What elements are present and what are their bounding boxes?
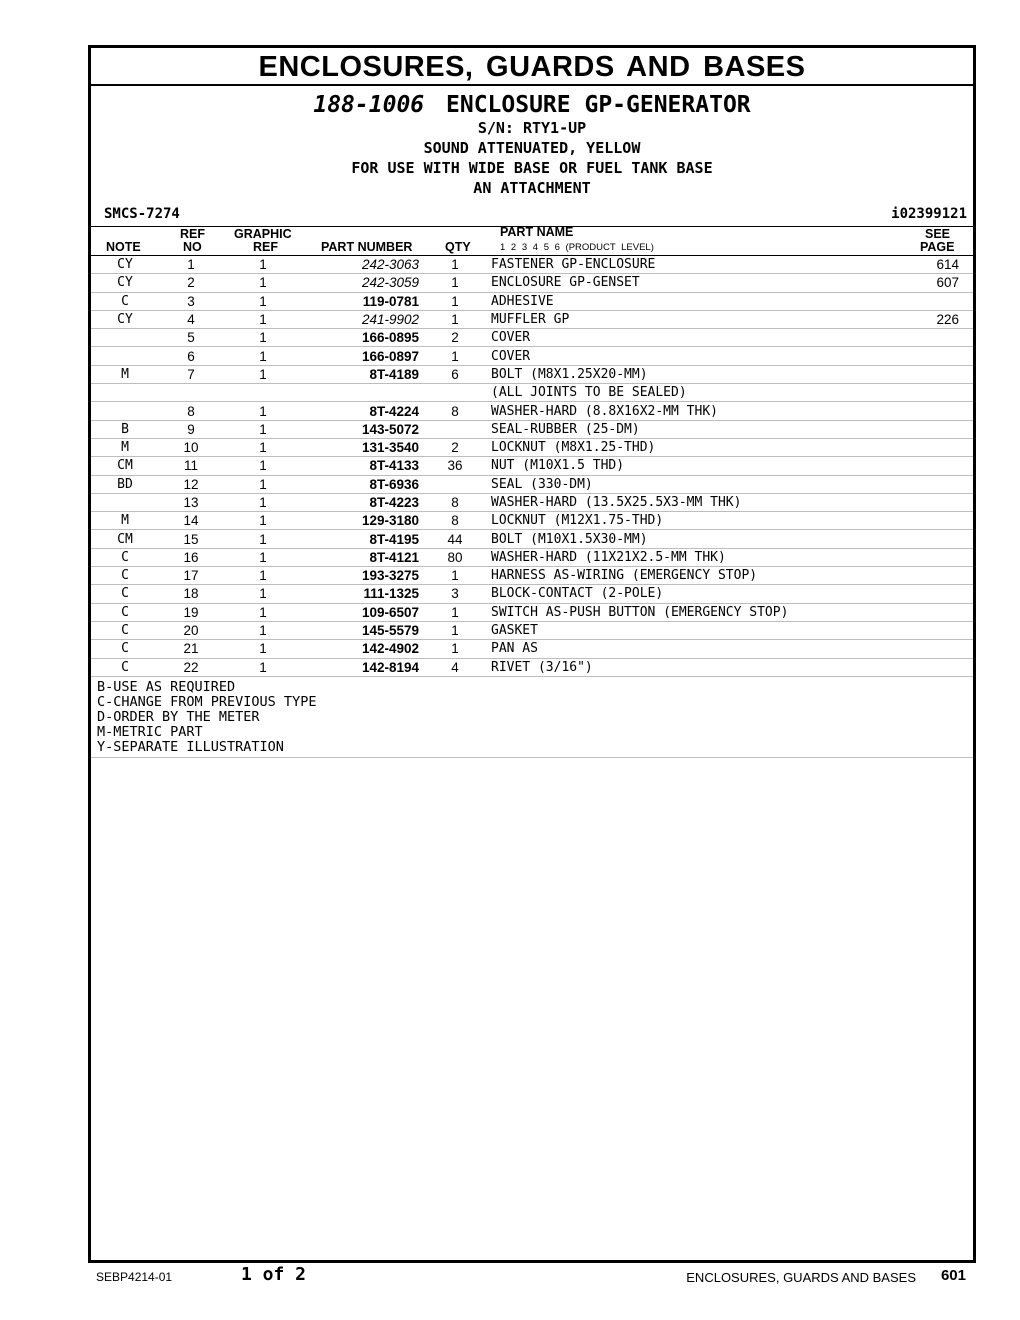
part-number-cell: 8T-4223 <box>303 493 419 511</box>
graphic-ref-cell: 1 <box>223 347 303 365</box>
see-page-cell <box>907 329 973 347</box>
legend-line: Y-SEPARATE ILLUSTRATION <box>97 738 284 755</box>
note-cell: C <box>91 292 159 310</box>
see-page-cell <box>907 347 973 365</box>
ref-no-cell: 7 <box>159 365 223 383</box>
qty-cell: 80 <box>419 548 491 566</box>
ref-no-cell: 21 <box>159 640 223 658</box>
note-cell: C <box>91 585 159 603</box>
note-cell <box>91 329 159 347</box>
graphic-ref-cell: 1 <box>223 640 303 658</box>
part-number-cell: 242-3059 <box>303 274 419 292</box>
graphic-ref-cell: 1 <box>223 567 303 585</box>
see-page-cell <box>907 457 973 475</box>
graphic-ref-cell: 1 <box>223 329 303 347</box>
part-number-cell: 193-3275 <box>303 567 419 585</box>
ref-no-cell: 17 <box>159 567 223 585</box>
ref-no-cell: 10 <box>159 438 223 456</box>
serial-number: S/N: RTY1-UP <box>477 119 587 137</box>
table-row <box>91 493 973 511</box>
part-name-cell: LOCKNUT (M12X1.75-THD) <box>491 512 907 530</box>
see-page-cell <box>907 512 973 530</box>
see-page-cell <box>907 438 973 456</box>
graphic-ref-cell: 1 <box>223 493 303 511</box>
part-number-cell: 129-3180 <box>303 512 419 530</box>
illustration-id: i02399121 <box>891 206 967 222</box>
part-name-cell: SWITCH AS-PUSH BUTTON (EMERGENCY STOP) <box>491 603 907 621</box>
table-row <box>91 640 973 658</box>
graphic-ref-cell: 1 <box>223 585 303 603</box>
part-number-cell: 142-8194 <box>303 658 419 676</box>
see-page-cell: 614 <box>907 256 973 274</box>
graphic-ref-cell: 1 <box>223 292 303 310</box>
note-cell: C <box>91 621 159 639</box>
qty-cell: 1 <box>419 274 491 292</box>
footer-page-of: 1 of 2 <box>241 1264 307 1285</box>
smcs-code: SMCS-7274 <box>104 206 180 222</box>
part-number-cell: 8T-4224 <box>303 402 419 420</box>
note-cell: M <box>91 365 159 383</box>
note-cell: CM <box>91 530 159 548</box>
part-name-cell: WASHER-HARD (11X21X2.5-MM THK) <box>491 548 907 566</box>
legend-line: C-CHANGE FROM PREVIOUS TYPE <box>97 693 317 710</box>
part-name-cell: SEAL (330-DM) <box>491 475 907 493</box>
see-page-cell: 226 <box>907 310 973 328</box>
table-row <box>91 256 973 274</box>
graphic-ref-cell: 1 <box>223 420 303 438</box>
col-note: NOTE <box>106 240 141 254</box>
table-row <box>91 567 973 585</box>
note-cell: C <box>91 603 159 621</box>
table-row <box>91 512 973 530</box>
see-page-cell <box>907 475 973 493</box>
part-name-cell: SEAL-RUBBER (25-DM) <box>491 420 907 438</box>
see-page-cell <box>907 530 973 548</box>
table-row <box>91 310 973 328</box>
part-number-cell: 242-3063 <box>303 256 419 274</box>
qty-cell <box>419 420 491 438</box>
part-name-cell: LOCKNUT (M8X1.25-THD) <box>491 438 907 456</box>
note-cell: C <box>91 640 159 658</box>
table-row <box>91 347 973 365</box>
part-name-cell: ENCLOSURE GP-GENSET <box>491 274 907 292</box>
see-page-cell <box>907 548 973 566</box>
table-row <box>91 292 973 310</box>
part-number-cell: 241-9902 <box>303 310 419 328</box>
see-page-cell <box>907 402 973 420</box>
table-row <box>91 384 973 402</box>
ref-no-cell: 11 <box>159 457 223 475</box>
table-row <box>91 438 973 456</box>
qty-cell <box>419 475 491 493</box>
qty-cell: 6 <box>419 365 491 383</box>
table-row <box>91 621 973 639</box>
see-page-cell <box>907 493 973 511</box>
qty-cell: 1 <box>419 567 491 585</box>
graphic-ref-cell: 1 <box>223 457 303 475</box>
note-cell: M <box>91 512 159 530</box>
part-name-cell: ADHESIVE <box>491 292 907 310</box>
part-name-cell: RIVET (3/16") <box>491 658 907 676</box>
part-number-cell <box>303 384 419 402</box>
smcs-row <box>91 204 973 226</box>
part-number-cell: 8T-4195 <box>303 530 419 548</box>
part-name-cell: PAN AS <box>491 640 907 658</box>
table-row <box>91 658 973 676</box>
col-qty: QTY <box>445 240 471 254</box>
part-number-cell: 145-5579 <box>303 621 419 639</box>
part-number-cell: 143-5072 <box>303 420 419 438</box>
ref-no-cell: 15 <box>159 530 223 548</box>
note-cell: CM <box>91 457 159 475</box>
note-cell: CY <box>91 256 159 274</box>
qty-cell: 2 <box>419 329 491 347</box>
qty-cell: 8 <box>419 512 491 530</box>
see-page-cell <box>907 585 973 603</box>
ref-no-cell: 20 <box>159 621 223 639</box>
col-see-bottom: PAGE <box>920 240 955 254</box>
graphic-ref-cell: 1 <box>223 603 303 621</box>
ref-no-cell: 2 <box>159 274 223 292</box>
see-page-cell <box>907 621 973 639</box>
ref-no-cell: 18 <box>159 585 223 603</box>
legend-line: D-ORDER BY THE METER <box>97 708 260 725</box>
graphic-ref-cell: 1 <box>223 365 303 383</box>
graphic-ref-cell: 1 <box>223 658 303 676</box>
part-number-cell: 131-3540 <box>303 438 419 456</box>
table-row <box>91 475 973 493</box>
table-row <box>91 603 973 621</box>
part-number-cell: 142-4902 <box>303 640 419 658</box>
part-number-cell: 8T-4121 <box>303 548 419 566</box>
part-name-cell: WASHER-HARD (8.8X16X2-MM THK) <box>491 402 907 420</box>
page-frame <box>88 45 976 1263</box>
see-page-cell <box>907 603 973 621</box>
ref-no-cell: 8 <box>159 402 223 420</box>
qty-cell: 8 <box>419 493 491 511</box>
qty-cell: 1 <box>419 621 491 639</box>
part-name-cell: COVER <box>491 329 907 347</box>
qty-cell: 1 <box>419 603 491 621</box>
group-title-line <box>91 92 973 118</box>
ref-no-cell: 4 <box>159 310 223 328</box>
ref-no-cell: 13 <box>159 493 223 511</box>
qty-cell: 1 <box>419 256 491 274</box>
note-cell: M <box>91 438 159 456</box>
part-number-cell: 109-6507 <box>303 603 419 621</box>
table-row <box>91 457 973 475</box>
see-page-cell <box>907 384 973 402</box>
see-page-cell <box>907 292 973 310</box>
ref-no-cell: 1 <box>159 256 223 274</box>
table-row <box>91 329 973 347</box>
table-row <box>91 420 973 438</box>
part-number-cell: 8T-4133 <box>303 457 419 475</box>
note-cell: CY <box>91 310 159 328</box>
part-number-cell: 166-0897 <box>303 347 419 365</box>
qty-cell: 1 <box>419 310 491 328</box>
part-number-cell: 166-0895 <box>303 329 419 347</box>
group-desc-line: SOUND ATTENUATED, YELLOW <box>423 139 641 157</box>
table-row <box>91 274 973 292</box>
see-page-cell <box>907 567 973 585</box>
table-row <box>91 530 973 548</box>
part-name-cell: (ALL JOINTS TO BE SEALED) <box>491 384 907 402</box>
graphic-ref-cell: 1 <box>223 256 303 274</box>
see-page-cell: 607 <box>907 274 973 292</box>
note-cell <box>91 347 159 365</box>
see-page-cell <box>907 640 973 658</box>
legend-line: M-METRIC PART <box>97 723 203 740</box>
graphic-ref-cell: 1 <box>223 438 303 456</box>
qty-cell <box>419 384 491 402</box>
part-name-cell: MUFFLER GP <box>491 310 907 328</box>
section-title: ENCLOSURES, GUARDS AND BASES <box>91 48 973 86</box>
note-cell: C <box>91 567 159 585</box>
see-page-cell <box>907 420 973 438</box>
parts-table <box>91 256 973 677</box>
group-desc-line: AN ATTACHMENT <box>473 179 591 197</box>
qty-cell: 36 <box>419 457 491 475</box>
col-product-levels: 1 2 3 4 5 6 (PRODUCT LEVEL) <box>500 242 654 253</box>
qty-cell: 8 <box>419 402 491 420</box>
footer-section: ENCLOSURES, GUARDS AND BASES <box>686 1270 916 1285</box>
graphic-ref-cell: 1 <box>223 621 303 639</box>
part-name-cell: GASKET <box>491 621 907 639</box>
ref-no-cell: 14 <box>159 512 223 530</box>
part-number-cell: 119-0781 <box>303 292 419 310</box>
ref-no-cell: 16 <box>159 548 223 566</box>
table-row <box>91 548 973 566</box>
graphic-ref-cell: 1 <box>223 274 303 292</box>
part-name-cell: BOLT (M8X1.25X20-MM) <box>491 365 907 383</box>
part-name-cell: BLOCK-CONTACT (2-POLE) <box>491 585 907 603</box>
col-ref-top: REF <box>180 227 205 241</box>
note-cell <box>91 493 159 511</box>
notes-legend <box>91 677 973 758</box>
legend-line: B-USE AS REQUIRED <box>97 678 236 695</box>
col-part-number: PART NUMBER <box>321 240 413 254</box>
ref-no-cell: 9 <box>159 420 223 438</box>
column-headers <box>91 227 973 256</box>
col-graphic-bottom: REF <box>253 240 278 254</box>
see-page-cell <box>907 365 973 383</box>
qty-cell: 44 <box>419 530 491 548</box>
ref-no-cell: 5 <box>159 329 223 347</box>
page-footer <box>96 1266 968 1290</box>
group-header <box>91 92 973 198</box>
part-name-cell: COVER <box>491 347 907 365</box>
note-cell: BD <box>91 475 159 493</box>
part-name-cell: BOLT (M10X1.5X30-MM) <box>491 530 907 548</box>
qty-cell: 1 <box>419 640 491 658</box>
part-name-cell: FASTENER GP-ENCLOSURE <box>491 256 907 274</box>
col-part-name: PART NAME <box>500 225 574 239</box>
part-number-cell: 8T-6936 <box>303 475 419 493</box>
group-part-number: 188-1006 <box>313 92 425 118</box>
group-name: ENCLOSURE GP-GENERATOR <box>446 92 751 118</box>
part-name-cell: HARNESS AS-WIRING (EMERGENCY STOP) <box>491 567 907 585</box>
graphic-ref-cell: 1 <box>223 475 303 493</box>
col-see-top: SEE <box>925 227 951 241</box>
graphic-ref-cell: 1 <box>223 402 303 420</box>
group-desc-line: FOR USE WITH WIDE BASE OR FUEL TANK BASE <box>351 159 713 177</box>
part-number-cell: 111-1325 <box>303 585 419 603</box>
ref-no-cell: 22 <box>159 658 223 676</box>
ref-no-cell: 19 <box>159 603 223 621</box>
note-cell <box>91 384 159 402</box>
graphic-ref-cell: 1 <box>223 548 303 566</box>
part-name-cell: NUT (M10X1.5 THD) <box>491 457 907 475</box>
note-cell: C <box>91 658 159 676</box>
ref-no-cell: 3 <box>159 292 223 310</box>
graphic-ref-cell: 1 <box>223 530 303 548</box>
graphic-ref-cell: 1 <box>223 512 303 530</box>
qty-cell: 1 <box>419 347 491 365</box>
note-cell <box>91 402 159 420</box>
ref-no-cell: 6 <box>159 347 223 365</box>
table-row <box>91 585 973 603</box>
qty-cell: 3 <box>419 585 491 603</box>
part-name-cell: WASHER-HARD (13.5X25.5X3-MM THK) <box>491 493 907 511</box>
table-row <box>91 402 973 420</box>
note-cell: CY <box>91 274 159 292</box>
table-row <box>91 365 973 383</box>
footer-doc-number: SEBP4214-01 <box>96 1270 173 1284</box>
ref-no-cell: 12 <box>159 475 223 493</box>
note-cell: C <box>91 548 159 566</box>
see-page-cell <box>907 658 973 676</box>
col-ref-bottom: NO <box>183 240 202 254</box>
footer-page-number: 601 <box>940 1267 966 1284</box>
graphic-ref-cell: 1 <box>223 310 303 328</box>
qty-cell: 4 <box>419 658 491 676</box>
note-cell: B <box>91 420 159 438</box>
part-number-cell: 8T-4189 <box>303 365 419 383</box>
col-graphic-top: GRAPHIC <box>234 227 292 241</box>
qty-cell: 1 <box>419 292 491 310</box>
graphic-ref-cell <box>223 384 303 402</box>
ref-no-cell <box>159 384 223 402</box>
qty-cell: 2 <box>419 438 491 456</box>
